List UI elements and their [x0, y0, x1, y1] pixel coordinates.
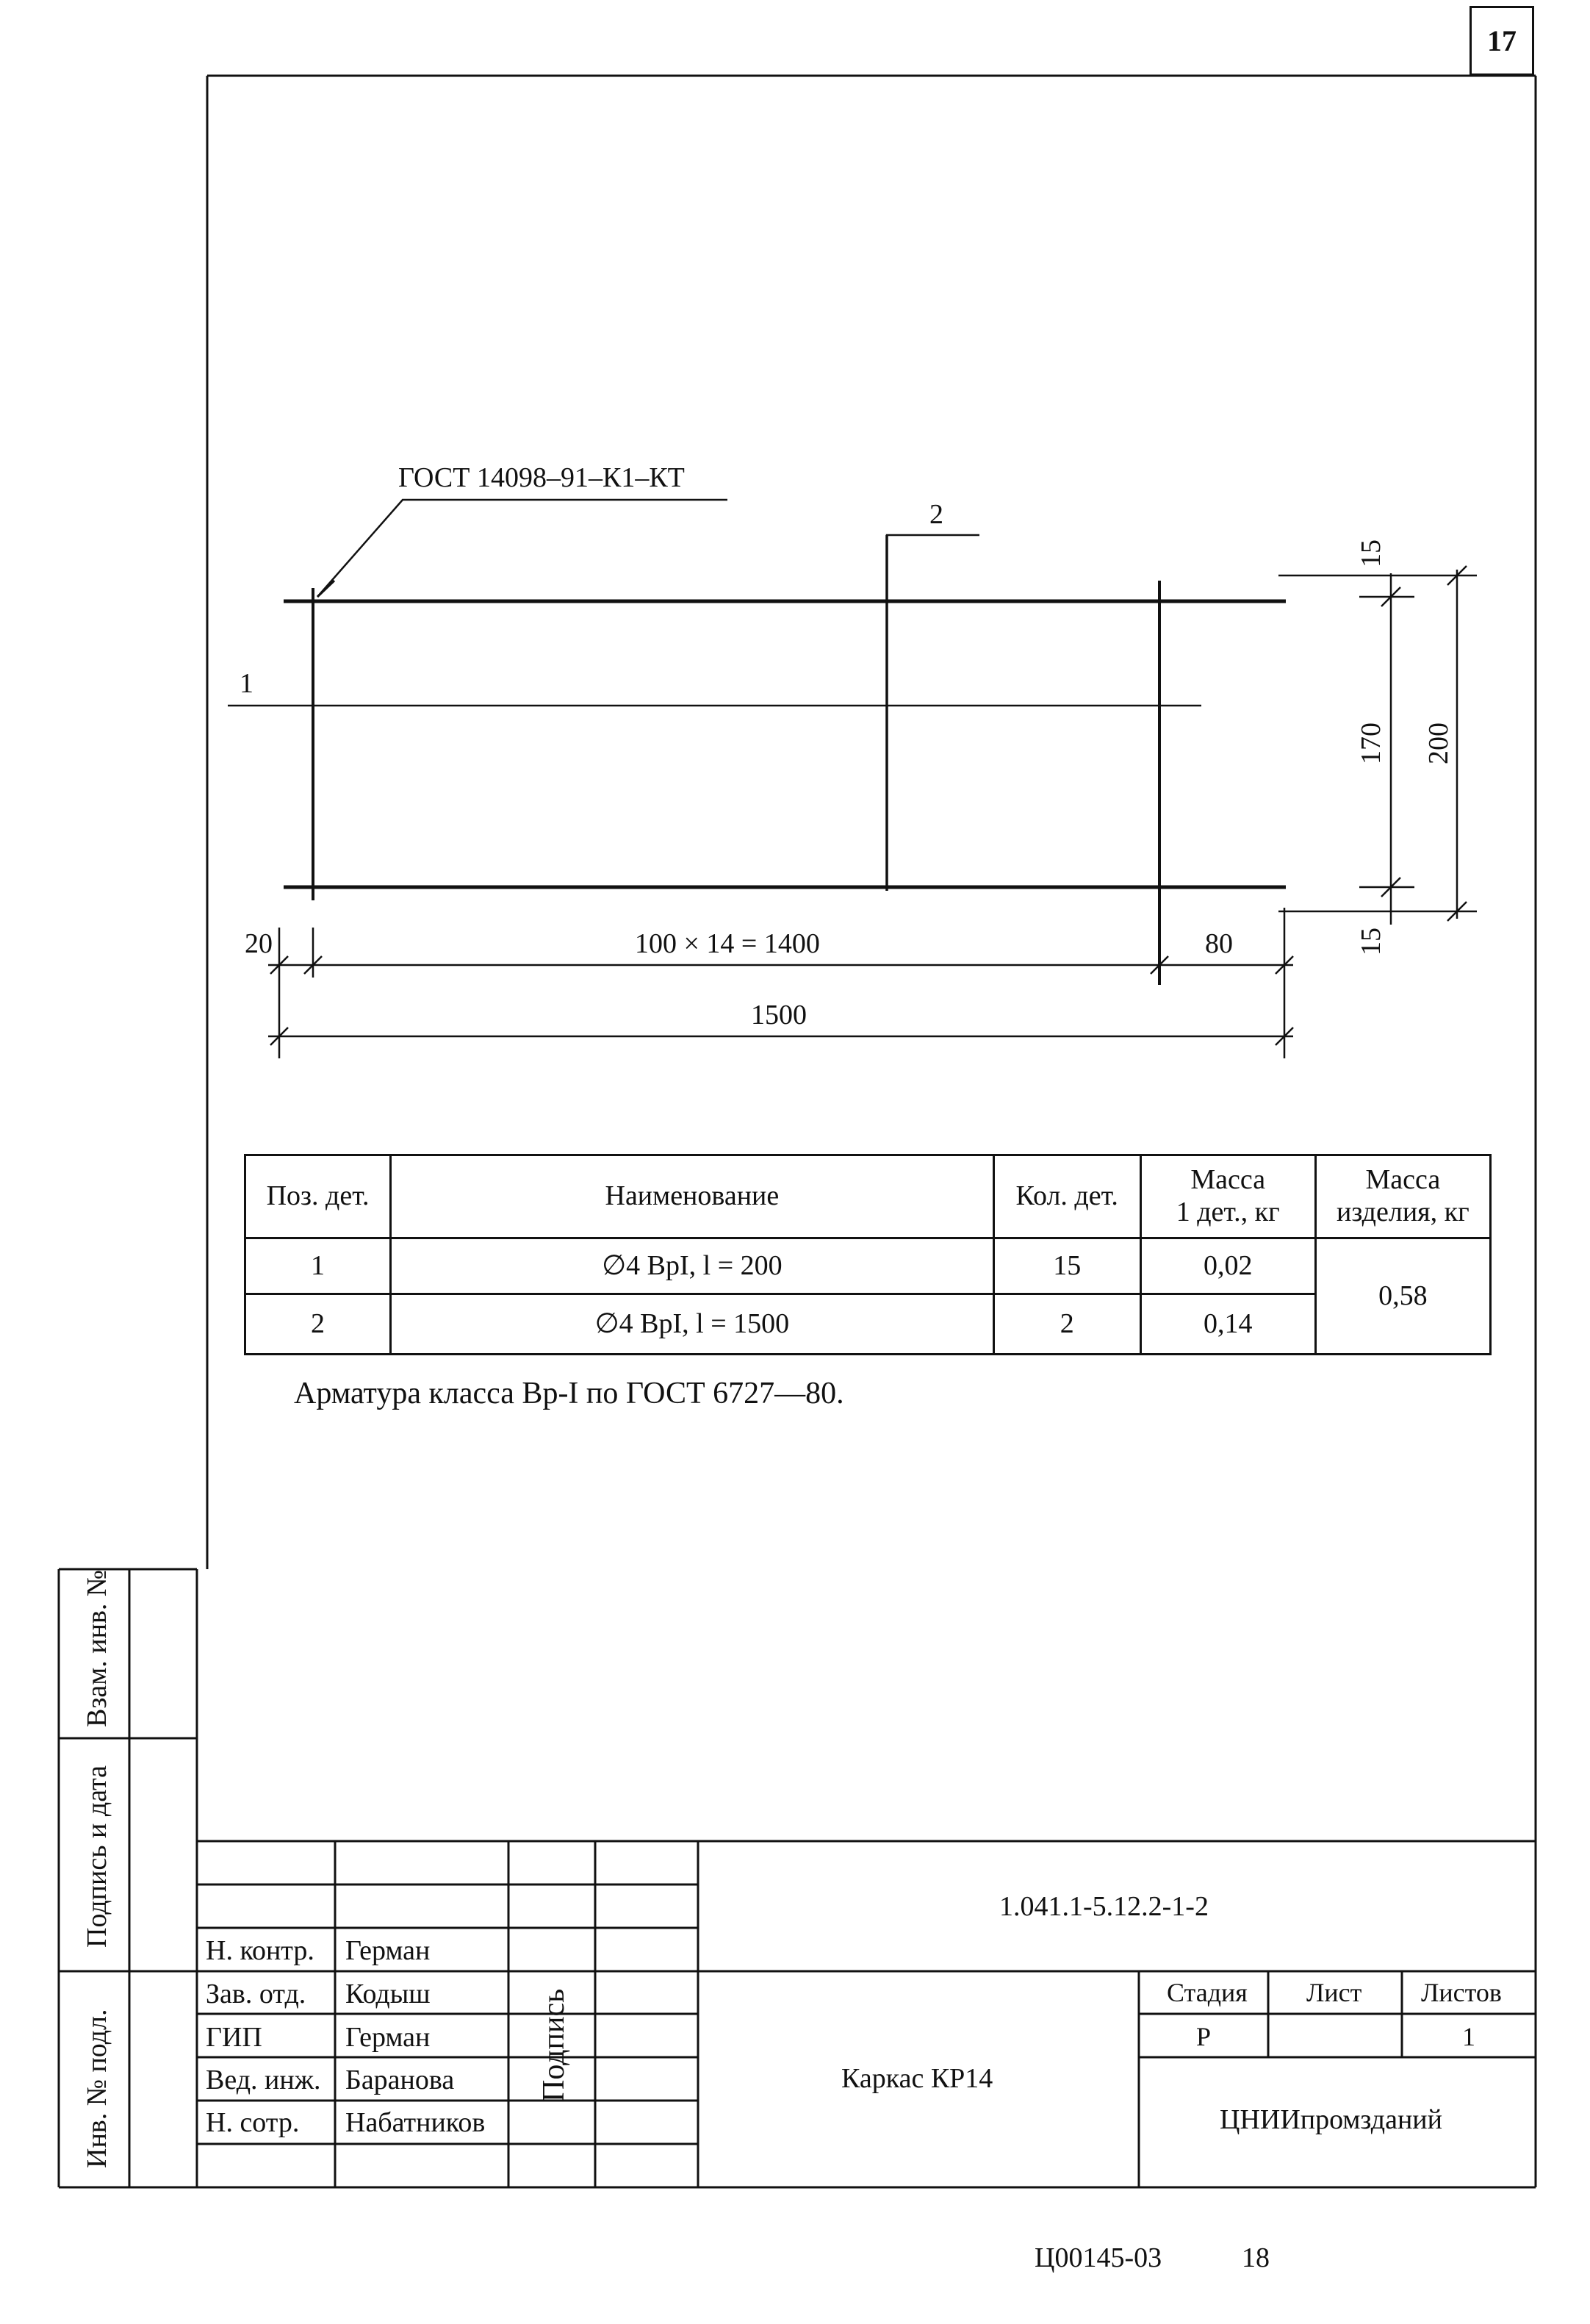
header-mass-part-line1: Масса [1190, 1164, 1266, 1196]
row1-mass: 0,02 [1140, 1238, 1315, 1294]
header-qty: Кол. дет. [993, 1155, 1140, 1238]
footer-code: Ц00145-03 [1035, 2242, 1162, 2273]
organization: ЦНИИпромзданий [1220, 2104, 1442, 2135]
table-row [245, 1238, 1491, 1294]
role-gip: ГИП [206, 2022, 262, 2053]
stage-value: Р [1196, 2022, 1212, 2051]
dim-170: 170 [1356, 722, 1386, 764]
role-ved-inzh: Вед. инж. [206, 2065, 321, 2095]
stamp-podpis-data: Подпись и дата [82, 1765, 112, 1948]
header-mass-part-line2: 1 дет., кг [1176, 1197, 1280, 1227]
dim-80: 80 [1205, 928, 1233, 959]
stamp-inv-podl: Инв. № подл. [82, 2009, 112, 2168]
table-row [245, 1294, 1491, 1355]
sheets-value: 1 [1462, 2022, 1475, 2051]
name-ved-inzh: Баранова [345, 2065, 455, 2095]
dim-15-top: 15 [1356, 539, 1386, 567]
sheets-label: Листов [1421, 1978, 1502, 2007]
row2-mass: 0,14 [1140, 1294, 1315, 1355]
stamp-vzam: Взам. инв. № [82, 1569, 112, 1727]
row1-qty: 15 [993, 1238, 1140, 1294]
dim-1400: 100 × 14 = 1400 [635, 928, 820, 959]
dim-15-bottom: 15 [1356, 928, 1386, 955]
role-n-sotr: Н. сотр. [206, 2107, 300, 2138]
podpis-label: Подпись [537, 1988, 571, 2102]
dim-1500: 1500 [751, 1000, 807, 1030]
spec-table [244, 1154, 1492, 1355]
page-number: 17 [1470, 6, 1534, 76]
name-n-kontr: Герман [345, 1935, 431, 1966]
name-gip: Герман [345, 2022, 431, 2053]
header-name: Наименование [391, 1155, 994, 1238]
dimension-lines [268, 566, 1477, 1058]
pos2-label: 2 [929, 499, 943, 530]
reinforcement-note: Арматура класса Вр-I по ГОСТ 6727—80. [294, 1377, 844, 1410]
header-mass-total-line1: Масса [1365, 1164, 1441, 1196]
sheet-label: Лист [1306, 1978, 1362, 2007]
stage-label: Стадия [1167, 1978, 1248, 2007]
name-n-sotr: Набатников [345, 2107, 486, 2138]
cage-drawing [228, 500, 1286, 985]
product-title: Каркас КР14 [841, 2063, 993, 2094]
frame-lines [59, 76, 1536, 2187]
role-n-kontr: Н. контр. [206, 1935, 314, 1966]
row1-name: ∅4 ВрI, l = 200 [391, 1238, 994, 1294]
role-zav-otd: Зав. отд. [206, 1979, 306, 2009]
dim-200: 200 [1423, 722, 1454, 764]
row1-pos: 1 [245, 1238, 391, 1294]
spec-header-row [245, 1155, 1491, 1238]
footer-page: 18 [1242, 2242, 1270, 2273]
row2-pos: 2 [245, 1294, 391, 1355]
header-mass-part [1140, 1155, 1315, 1238]
doc-code: 1.041.1-5.12.2-1-2 [999, 1891, 1209, 1922]
pos1-label: 1 [240, 668, 253, 699]
row2-qty: 2 [993, 1294, 1140, 1355]
total-mass: 0,58 [1315, 1238, 1490, 1355]
row2-name: ∅4 ВрI, l = 1500 [391, 1294, 994, 1355]
name-zav-otd: Кодыш [345, 1979, 431, 2009]
header-mass-total [1315, 1155, 1490, 1238]
weld-label: ГОСТ 14098–91–К1–КТ [398, 462, 685, 493]
dim-20: 20 [245, 928, 273, 959]
header-mass-total-line2: изделия, кг [1337, 1197, 1470, 1227]
header-pos: Поз. дет. [245, 1155, 391, 1238]
